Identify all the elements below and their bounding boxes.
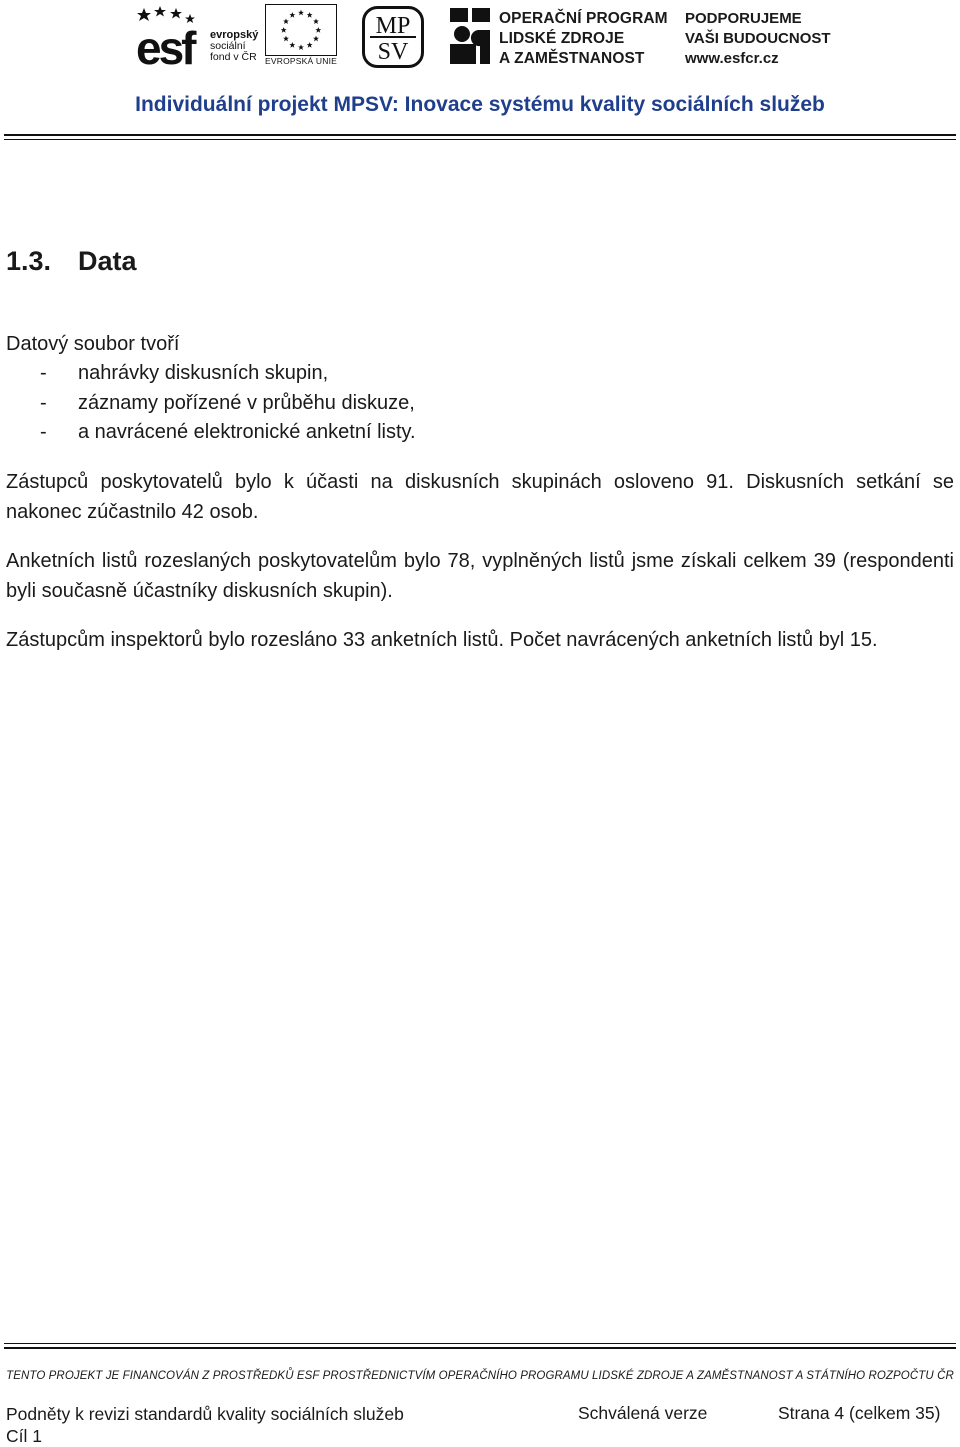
mpsv-logo-bottom: SV [377, 39, 409, 65]
list-item-text: záznamy pořízené v průběhu diskuze, [78, 391, 415, 414]
footer-page-number: Strana 4 (celkem 35) [778, 1403, 941, 1423]
op-program-icon [448, 4, 494, 66]
list-item-text: nahrávky diskusních skupin, [78, 362, 329, 384]
esf-text [210, 30, 258, 63]
section-title: Data [78, 246, 137, 276]
op-line1: OPERAČNÍ PROGRAM [499, 10, 668, 27]
footer-version: Schválená verze [578, 1403, 708, 1423]
op-line3: A ZAMĚSTNANOST [499, 50, 645, 67]
funding-note: TENTO PROJEKT JE FINANCOVÁN Z PROSTŘEDKŮ ESF PROSTŘEDNICTVÍM OPERAČNÍHO PROGRAMU LIDSKÉ ZDROJE A ZAMĚSTNANOST A STÁTNÍHO ROZPOČTU ČR [6, 1370, 954, 1382]
footer-doc-title: Podněty k revizi standardů kvality sociálních služeb [6, 1404, 404, 1424]
section-heading [6, 246, 137, 277]
support-line2: VAŠI BUDOUCNOST [685, 30, 831, 47]
footer-rule-thick [4, 1347, 956, 1349]
project-title: Individuální projekt MPSV: Inovace systému kvality sociálních služeb [135, 93, 825, 116]
list-item [40, 359, 416, 389]
paragraph-questionnaires: Anketních listů rozeslaných poskytovatelům bylo 78, vyplněných listů jsme získali celkem 39 (respondenti byli současně účastníky diskusních skupin). [6, 550, 954, 602]
esf-line3: fond v ČR [210, 51, 257, 63]
list-marker: - [40, 421, 47, 443]
eu-label: EVROPSKÁ UNIE [265, 56, 338, 66]
logo-bar [0, 0, 960, 80]
esf-line1: evropský [210, 29, 259, 41]
support-text [685, 9, 831, 69]
header-rule-thick [4, 134, 956, 136]
list-marker: - [40, 362, 47, 384]
list-item [40, 389, 416, 419]
op-program-text [499, 9, 668, 69]
mpsv-logo-top: MP [375, 13, 411, 39]
data-list [40, 359, 416, 448]
svg-text:esf: esf [136, 22, 194, 66]
footer-goal: Cíl 1 [6, 1426, 42, 1446]
esf-logo [136, 4, 206, 66]
footer-doc-info [6, 1403, 404, 1447]
esf-line2: sociální [210, 40, 246, 52]
section-number: 1.3. [6, 246, 52, 276]
footer-rule-thin [4, 1343, 956, 1344]
paragraph-providers: Zástupců poskytovatelů bylo k účasti na diskusních skupinách osloveno 91. Diskusních setkání se nakonec zúčastnilo 42 osob. [6, 471, 954, 523]
list-item [40, 418, 416, 448]
paragraph-inspectors: Zástupcům inspektorů bylo rozesláno 33 anketních listů. Počet navrácených anketních listů byl 15. [6, 629, 878, 651]
intro-text: Datový soubor tvoří [6, 333, 180, 355]
support-line1: PODPORUJEME [685, 10, 802, 27]
support-url: www.esfcr.cz [685, 50, 779, 67]
eu-flag-icon [265, 4, 337, 56]
op-line2: LIDSKÉ ZDROJE [499, 30, 625, 47]
list-marker: - [40, 391, 47, 414]
header-rule-thin [4, 139, 956, 140]
list-item-text: a navrácené elektronické anketní listy. [78, 421, 416, 443]
mpsv-logo [362, 6, 424, 68]
